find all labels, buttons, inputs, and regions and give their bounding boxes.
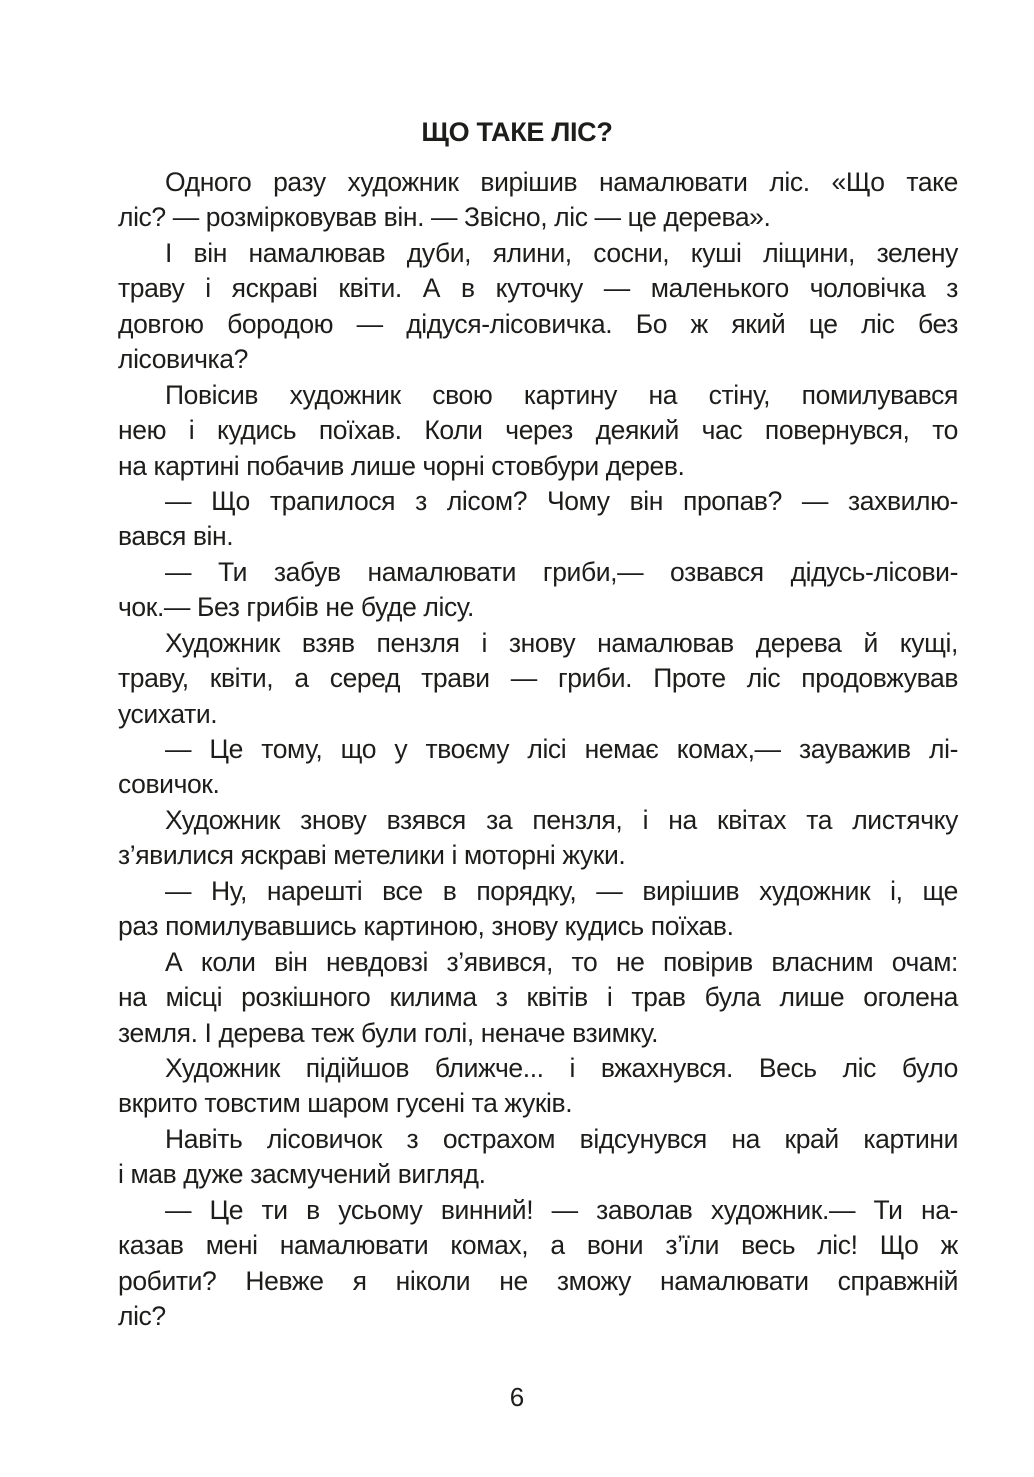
- text-line: на картині побачив лише чорні стовбури дерев.: [118, 450, 685, 481]
- paragraph: [118, 378, 958, 484]
- paragraph: [118, 1193, 958, 1335]
- text-line: чок.— Без грибів не буде лісу.: [118, 592, 474, 623]
- text-line: робити? Невже я ніколи не зможу намалювати справжній: [118, 1265, 958, 1296]
- text-line: вався він.: [118, 521, 234, 552]
- text-line: Одного разу художник вирішив намалювати ліс. «Що таке: [165, 167, 958, 197]
- text-line: — Це тому, що у твоєму лісі немає комах,— зауважив лі-: [165, 734, 958, 764]
- paragraph: [118, 945, 958, 1051]
- text-line: Художник знову взявся за пензля, і на квітах та листячку: [165, 804, 958, 835]
- text-line: вкрито товстим шаром гусені та жуків.: [118, 1088, 573, 1119]
- paragraph: [118, 555, 958, 626]
- text-line: на місці розкішного килима з квітів і трав була лише оголена: [118, 982, 958, 1013]
- text-line: совичок.: [118, 769, 220, 800]
- paragraph: [118, 626, 958, 732]
- paragraph: [118, 1051, 958, 1122]
- text-line: довгою бородою — дідуся-лісовичка. Бо ж який це ліс без: [118, 308, 958, 339]
- text-line: — Ну, нарешті все в порядку, — вирішив художник і, ще: [165, 875, 958, 906]
- paragraph: [118, 236, 958, 378]
- page-title: ЩО ТАКЕ ЛІС?: [421, 117, 613, 147]
- text-line: ліс?: [118, 1301, 166, 1331]
- paragraph: [118, 484, 958, 555]
- text-line: Художник підійшов ближче... і вжахнувся. Весь ліс було: [165, 1052, 958, 1083]
- text-line: Художник взяв пензля і знову намалював дерева й кущі,: [165, 627, 958, 658]
- text-line: Навіть лісовичок з острахом відсунувся на край картини: [165, 1123, 958, 1154]
- text-line: раз помилувавшись картиною, знову кудись поїхав.: [118, 911, 734, 942]
- text-line: ліс? — розмірковував він. — Звісно, ліс — це дерева».: [118, 202, 771, 233]
- text-line: з’явилися яскраві метелики і моторні жуки.: [118, 840, 626, 871]
- text-line: і мав дуже засмучений вигляд.: [118, 1159, 486, 1190]
- paragraph: [118, 874, 958, 945]
- page-number: 6: [509, 1382, 525, 1412]
- text-line: Повісив художник свою картину на стіну, помилувався: [165, 379, 958, 410]
- paragraph: [118, 803, 958, 874]
- paragraph: [118, 732, 958, 803]
- text-line: — Це ти в усьому винний! — заволав художник.— Ти на-: [165, 1194, 958, 1225]
- text-line: — Що трапилося з лісом? Чому він пропав? — захвилю-: [165, 485, 958, 516]
- story-text: [118, 165, 958, 1334]
- text-line: нею і кудись поїхав. Коли через деякий час повернувся, то: [118, 415, 958, 446]
- text-line: траву, квіти, а серед трави — гриби. Проте ліс продовжував: [118, 663, 958, 694]
- text-line: усихати.: [118, 698, 218, 729]
- text-line: земля. І дерева теж були голі, неначе взимку.: [118, 1017, 659, 1048]
- text-line: А коли він невдовзі з’явився, то не повірив власним очам:: [165, 946, 958, 977]
- text-line: казав мені намалювати комах, а вони з’їли весь ліс! Що ж: [118, 1230, 958, 1261]
- text-line: І він намалював дуби, ялини, сосни, куші ліщини, зелену: [165, 237, 958, 268]
- text-line: — Ти забув намалювати гриби,— озвався дідусь-лісови-: [165, 556, 958, 587]
- paragraph: [118, 1122, 958, 1193]
- paragraph: [118, 165, 958, 236]
- text-line: лісовичка?: [118, 344, 248, 375]
- text-line: траву і яскраві квіти. А в куточку — маленького чоловічка з: [118, 273, 958, 304]
